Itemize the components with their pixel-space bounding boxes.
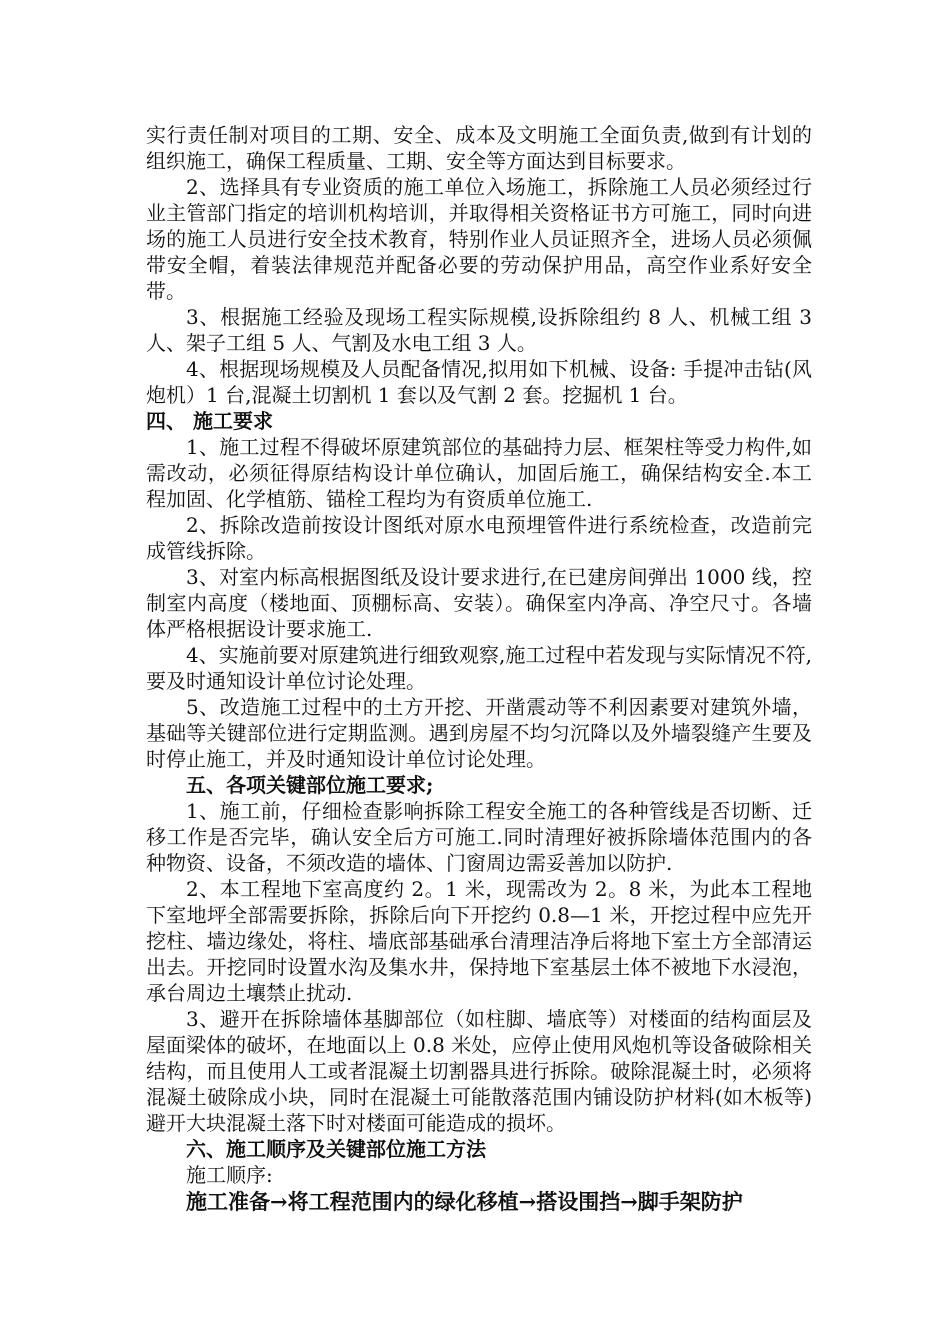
section-6-heading: 六、施工顺序及关键部位施工方法 bbox=[186, 1137, 486, 1161]
section-4-item-3: 3、对室内标高根据图纸及设计要求进行,在已建房间弹出 1000 线，控制室内高度（楼地面、顶棚标高、安装）。确保室内净高、净空尺寸。各墙体严格根据设计要求施工. bbox=[146, 565, 812, 641]
section-4-item-2: 2、拆除改造前按设计图纸对原水电预埋管件进行系统检查，改造前完成管线拆除。 bbox=[146, 513, 812, 563]
section-4-item-1: 1、施工过程不得破坏原建筑部位的基础持力层、框架柱等受力构件,如需改动，必须征得原结构设计单位确认，加固后施工，确保结构安全.本工程加固、化学植筋、锚栓工程均为有资质单位施工. bbox=[146, 435, 812, 511]
section-4-heading: 四、 施工要求 bbox=[146, 409, 273, 433]
section-4-item-5: 5、改造施工过程中的土方开挖、开凿震动等不利因素要对建筑外墙，基础等关键部位进行定期监测。遇到房屋不均匀沉降以及外墙裂缝产生要及时停止施工，并及时通知设计单位讨论处理。 bbox=[146, 695, 812, 771]
sequence-label: 施工顺序: bbox=[186, 1163, 273, 1187]
document-page bbox=[146, 122, 812, 1216]
paragraph-staffing: 3、根据施工经验及现场工程实际规模,设拆除组约 8 人、机械工组 3 人、架子工组 5 人、气割及水电工组 3 人。 bbox=[146, 305, 812, 355]
section-4-item-4: 4、实施前要对原建筑进行细致观察,施工过程中若发现与实际情况不符,要及时通知设计单位讨论处理。 bbox=[146, 643, 812, 693]
section-5-heading: 五、各项关键部位施工要求; bbox=[186, 773, 434, 797]
paragraph-responsibility: 实行责任制对项目的工期、安全、成本及文明施工全面负责,做到有计划的组织施工，确保工程质量、工期、安全等方面达到目标要求。 bbox=[146, 123, 812, 173]
paragraph-qualified-contractor: 2、选择具有专业资质的施工单位入场施工，拆除施工人员必须经过行业主管部门指定的培训机构培训，并取得相关资格证书方可施工，同时向进场的施工人员进行安全技术教育，特别作业人员证照齐全，进场人员必须佩带安全帽，着装法律规范并配备必要的劳动保护用品，高空作业系好安全带。 bbox=[146, 175, 812, 303]
paragraph-equipment: 4、根据现场规模及人员配备情况,拟用如下机械、设备: 手提冲击钻(风炮机）1 台,混凝土切割机 1 套以及气割 2 套。挖掘机 1 台。 bbox=[146, 357, 812, 407]
section-5-item-1: 1、施工前，仔细检查影响拆除工程安全施工的各种管线是否切断、迁移工作是否完毕，确认安全后方可施工.同时清理好被拆除墙体范围内的各种物资、设备，不须改造的墙体、门窗周边需妥善加以防护. bbox=[146, 799, 812, 875]
sequence-flow: 施工准备→将工程范围内的绿化移植→搭设围挡→脚手架防护 bbox=[186, 1189, 743, 1214]
section-5-item-2: 2、本工程地下室高度约 2。1 米，现需改为 2。8 米，为此本工程地下室地坪全部需要拆除，拆除后向下开挖约 0.8—1 米，开挖过程中应先开挖柱、墙边缘处，将柱、墙底部基础承台清理洁净后将地下室土方全部清运出去。开挖同时设置水沟及集水井，保持地下室基层土体不被地下水浸泡，承台周边土壤禁止扰动. bbox=[146, 877, 812, 1005]
section-5-item-3: 3、避开在拆除墙体基脚部位（如柱脚、墙底等）对楼面的结构面层及屋面梁体的破坏，在地面以上 0.8 米处，应停止使用风炮机等设备破除相关结构，而且使用人工或者混凝土切割器具进行拆除。破除混凝土时，必须将混凝土破除成小块，同时在混凝土可能散落范围内铺设防护材料(如木板等)避开大块混凝土落下时对楼面可能造成的损坏。 bbox=[146, 1007, 812, 1135]
